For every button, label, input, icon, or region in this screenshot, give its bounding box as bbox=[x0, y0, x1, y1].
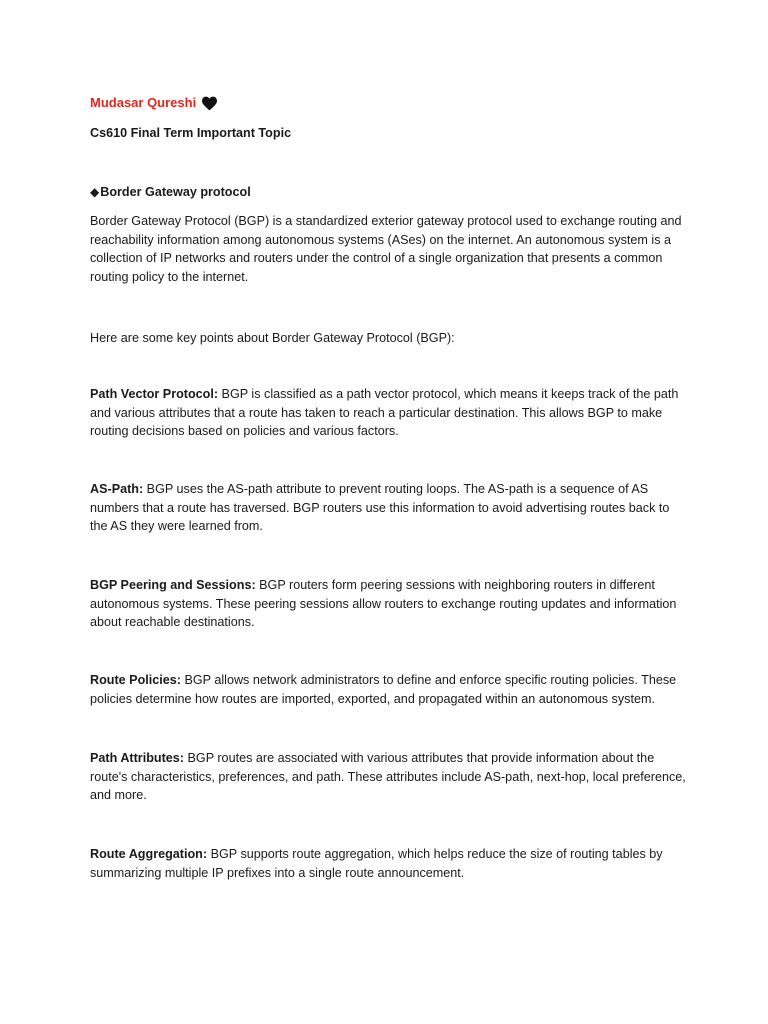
key-point-text: BGP allows network administrators to define and enforce specific routing policies. These policies determine how routes are imported, exported, and propagated within an autonomous system. bbox=[90, 673, 677, 706]
key-point bbox=[90, 749, 690, 805]
key-point-text: BGP supports route aggregation, which helps reduce the size of routing tables by summarizing multiple IP prefixes into a single route announcement. bbox=[90, 847, 663, 880]
heart-icon bbox=[201, 96, 218, 111]
key-point bbox=[90, 385, 690, 441]
section-heading bbox=[90, 183, 690, 202]
key-point-title: BGP Peering and Sessions: bbox=[90, 578, 256, 592]
intro-paragraph: Border Gateway Protocol (BGP) is a standardized exterior gateway protocol used to exchange routing and reachability information among autonomous systems (ASes) on the internet. An autonomous system is a collection of IP networks and routers under the control of a single organization that presents a common routing policy to the internet. bbox=[90, 214, 682, 284]
key-point-text: BGP routers form peering sessions with neighboring routers in different autonomous systems. These peering sessions allow routers to exchange routing updates and information about reachable destinations. bbox=[90, 578, 677, 630]
key-point-text: BGP uses the AS-path attribute to prevent routing loops. The AS-path is a sequence of AS numbers that a route has traversed. BGP routers use this information to avoid advertising routes back to the AS they were learned from. bbox=[90, 482, 670, 534]
key-point-title: AS-Path: bbox=[90, 482, 144, 496]
diamond-bullet-icon: ◆ bbox=[90, 185, 100, 199]
author-name: Mudasar Qureshi bbox=[90, 95, 197, 110]
key-point bbox=[90, 480, 690, 536]
section-heading-text: Border Gateway protocol bbox=[100, 185, 251, 199]
key-point-title: Route Aggregation: bbox=[90, 847, 208, 861]
document-subtitle: Cs610 Final Term Important Topic bbox=[90, 126, 292, 140]
key-point-title: Path Attributes: bbox=[90, 751, 184, 765]
author-line bbox=[90, 94, 690, 113]
key-point bbox=[90, 845, 690, 882]
key-point-title: Path Vector Protocol: bbox=[90, 387, 219, 401]
key-point-text: BGP is classified as a path vector protocol, which means it keeps track of the path and various attributes that a route has taken to reach a particular destination. This allows BGP to make routing decisions based on policies and various factors. bbox=[90, 387, 679, 439]
key-point bbox=[90, 671, 690, 708]
key-point bbox=[90, 576, 690, 632]
key-point-title: Route Policies: bbox=[90, 673, 181, 687]
key-points-intro: Here are some key points about Border Gateway Protocol (BGP): bbox=[90, 331, 455, 345]
key-point-text: BGP routes are associated with various attributes that provide information about the route's characteristics, preferences, and path. These attributes include AS-path, next-hop, local preference, and more. bbox=[90, 751, 686, 803]
